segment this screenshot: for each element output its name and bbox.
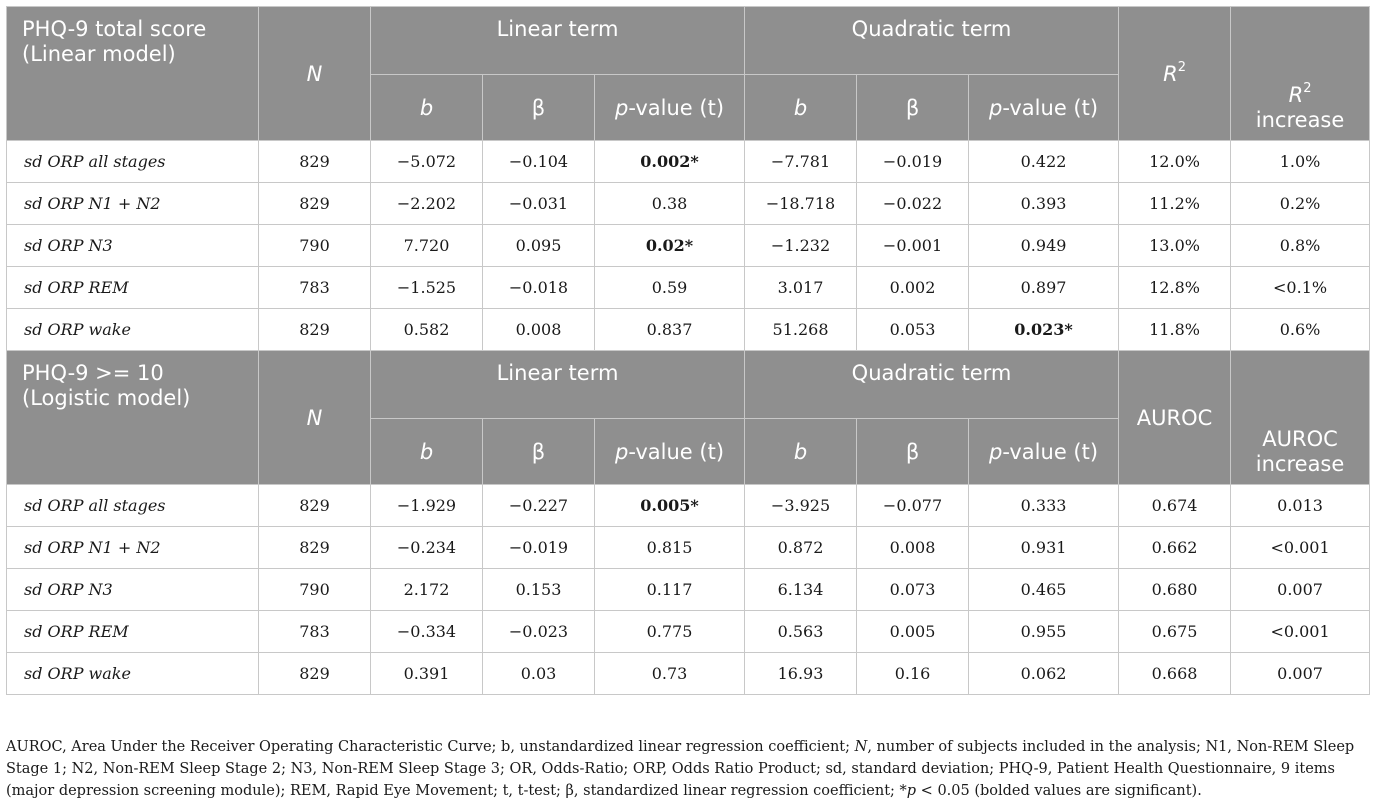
cell-lb: −0.334 xyxy=(371,611,483,653)
cell-r2: 11.2% xyxy=(1119,183,1231,225)
cell-lp: 0.02* xyxy=(595,225,745,267)
row-label: sd ORP wake xyxy=(7,309,259,351)
cell-qbeta: −0.001 xyxy=(857,225,969,267)
quadratic-p-header: p-value (t) xyxy=(969,419,1119,485)
quadratic-beta-header: β xyxy=(857,75,969,141)
cell-lb: 0.582 xyxy=(371,309,483,351)
cell-lp: 0.815 xyxy=(595,527,745,569)
table-row xyxy=(7,485,1370,527)
r2-increase-header: $R^2$ increase xyxy=(1231,7,1370,141)
quadratic-beta-header: β xyxy=(857,419,969,485)
cell-r2: 0.675 xyxy=(1119,611,1231,653)
cell-lp: 0.38 xyxy=(595,183,745,225)
cell-qp: 0.897 xyxy=(969,267,1119,309)
cell-inc: 0.007 xyxy=(1231,569,1370,611)
cell-qb: 0.563 xyxy=(745,611,857,653)
row-label: sd ORP all stages xyxy=(7,141,259,183)
cell-lb: −5.072 xyxy=(371,141,483,183)
cell-n: 790 xyxy=(259,225,371,267)
linear-b-header: b xyxy=(371,75,483,141)
cell-lbeta: 0.153 xyxy=(483,569,595,611)
cell-qbeta: 0.073 xyxy=(857,569,969,611)
cell-qb: 0.872 xyxy=(745,527,857,569)
cell-inc: 0.8% xyxy=(1231,225,1370,267)
cell-r2: 0.662 xyxy=(1119,527,1231,569)
cell-n: 829 xyxy=(259,527,371,569)
cell-qp: 0.023* xyxy=(969,309,1119,351)
cell-qbeta: −0.022 xyxy=(857,183,969,225)
cell-inc: 0.013 xyxy=(1231,485,1370,527)
cell-n: 829 xyxy=(259,653,371,695)
cell-lp: 0.002* xyxy=(595,141,745,183)
cell-n: 790 xyxy=(259,569,371,611)
linear-block-title: PHQ-9 total score (Linear model) xyxy=(7,7,259,141)
cell-inc: <0.1% xyxy=(1231,267,1370,309)
cell-lbeta: 0.095 xyxy=(483,225,595,267)
cell-qb: 16.93 xyxy=(745,653,857,695)
cell-r2: 13.0% xyxy=(1119,225,1231,267)
logistic-header-row-1 xyxy=(7,351,1370,419)
r2-header: $R^2$ xyxy=(1119,7,1231,141)
cell-lbeta: −0.023 xyxy=(483,611,595,653)
cell-lbeta: 0.03 xyxy=(483,653,595,695)
table-row xyxy=(7,611,1370,653)
cell-lb: 0.391 xyxy=(371,653,483,695)
cell-inc: 0.007 xyxy=(1231,653,1370,695)
linear-header-row-1 xyxy=(7,7,1370,75)
cell-lb: −1.525 xyxy=(371,267,483,309)
cell-lp: 0.117 xyxy=(595,569,745,611)
table-row xyxy=(7,309,1370,351)
results-table xyxy=(6,6,1370,695)
cell-n: 829 xyxy=(259,183,371,225)
cell-qbeta: 0.16 xyxy=(857,653,969,695)
linear-b-header: b xyxy=(371,419,483,485)
linear-p-header: p-value (t) xyxy=(595,75,745,141)
cell-lbeta: −0.031 xyxy=(483,183,595,225)
cell-lb: −1.929 xyxy=(371,485,483,527)
n-header: N xyxy=(259,7,371,141)
cell-qbeta: −0.019 xyxy=(857,141,969,183)
cell-lbeta: 0.008 xyxy=(483,309,595,351)
row-label: sd ORP N1 + N2 xyxy=(7,527,259,569)
cell-n: 829 xyxy=(259,309,371,351)
quadratic-b-header: b xyxy=(745,419,857,485)
logistic-block-title: PHQ-9 >= 10 (Logistic model) xyxy=(7,351,259,485)
cell-qp: 0.393 xyxy=(969,183,1119,225)
cell-qp: 0.955 xyxy=(969,611,1119,653)
cell-inc: 1.0% xyxy=(1231,141,1370,183)
cell-lp: 0.837 xyxy=(595,309,745,351)
cell-qp: 0.062 xyxy=(969,653,1119,695)
cell-n: 829 xyxy=(259,141,371,183)
cell-qbeta: 0.008 xyxy=(857,527,969,569)
linear-beta-header: β xyxy=(483,75,595,141)
linear-term-header: Linear term xyxy=(371,351,745,419)
table-row xyxy=(7,141,1370,183)
row-label: sd ORP REM xyxy=(7,611,259,653)
cell-inc: <0.001 xyxy=(1231,527,1370,569)
cell-qp: 0.949 xyxy=(969,225,1119,267)
cell-lb: −0.234 xyxy=(371,527,483,569)
cell-n: 783 xyxy=(259,611,371,653)
row-label: sd ORP REM xyxy=(7,267,259,309)
cell-qb: 51.268 xyxy=(745,309,857,351)
cell-r2: 11.8% xyxy=(1119,309,1231,351)
cell-qb: 3.017 xyxy=(745,267,857,309)
linear-term-header: Linear term xyxy=(371,7,745,75)
cell-r2: 0.674 xyxy=(1119,485,1231,527)
cell-qbeta: 0.053 xyxy=(857,309,969,351)
cell-qb: −3.925 xyxy=(745,485,857,527)
cell-qp: 0.465 xyxy=(969,569,1119,611)
cell-qp: 0.931 xyxy=(969,527,1119,569)
cell-n: 829 xyxy=(259,485,371,527)
cell-r2: 0.668 xyxy=(1119,653,1231,695)
quadratic-p-header: p-value (t) xyxy=(969,75,1119,141)
table-row xyxy=(7,183,1370,225)
cell-r2: 12.8% xyxy=(1119,267,1231,309)
table-row xyxy=(7,225,1370,267)
quadratic-term-header: Quadratic term xyxy=(745,7,1119,75)
linear-p-header: p-value (t) xyxy=(595,419,745,485)
cell-qbeta: 0.002 xyxy=(857,267,969,309)
linear-beta-header: β xyxy=(483,419,595,485)
cell-qp: 0.422 xyxy=(969,141,1119,183)
cell-qp: 0.333 xyxy=(969,485,1119,527)
cell-lbeta: −0.019 xyxy=(483,527,595,569)
quadratic-b-header: b xyxy=(745,75,857,141)
table-row xyxy=(7,653,1370,695)
auroc-header: AUROC xyxy=(1119,351,1231,485)
cell-qb: 6.134 xyxy=(745,569,857,611)
cell-lbeta: −0.227 xyxy=(483,485,595,527)
cell-lb: 7.720 xyxy=(371,225,483,267)
cell-inc: <0.001 xyxy=(1231,611,1370,653)
cell-inc: 0.2% xyxy=(1231,183,1370,225)
auroc-increase-header: AUROC increase xyxy=(1231,351,1370,485)
cell-lb: 2.172 xyxy=(371,569,483,611)
cell-qb: −1.232 xyxy=(745,225,857,267)
row-label: sd ORP N1 + N2 xyxy=(7,183,259,225)
cell-qb: −18.718 xyxy=(745,183,857,225)
row-label: sd ORP N3 xyxy=(7,225,259,267)
cell-lbeta: −0.018 xyxy=(483,267,595,309)
cell-lp: 0.73 xyxy=(595,653,745,695)
row-label: sd ORP all stages xyxy=(7,485,259,527)
quadratic-term-header: Quadratic term xyxy=(745,351,1119,419)
cell-lb: −2.202 xyxy=(371,183,483,225)
cell-n: 783 xyxy=(259,267,371,309)
table-row xyxy=(7,569,1370,611)
row-label: sd ORP wake xyxy=(7,653,259,695)
cell-inc: 0.6% xyxy=(1231,309,1370,351)
cell-qbeta: −0.077 xyxy=(857,485,969,527)
table-footnote: AUROC, Area Under the Receiver Operating Characteristic Curve; b, unstandardized linear regression coefficient; N, number of subjects included in the analysis; N1, Non-REM Sleep Stage 1; N2, Non-REM Sleep Stage 2; N3, Non-REM Sleep Stage 3; OR, Odds-Ratio; ORP, Odds Ratio Product; sd, standard deviation; PHQ-9, Patient Health Questionnaire, 9 items (major depression screening module); REM, Rapid Eye Movement; t, t-test; β, standardized linear regression coefficient; *p < 0.05 (bolded values are significant). xyxy=(6,739,1355,799)
cell-lp: 0.59 xyxy=(595,267,745,309)
cell-r2: 0.680 xyxy=(1119,569,1231,611)
cell-qbeta: 0.005 xyxy=(857,611,969,653)
cell-lp: 0.005* xyxy=(595,485,745,527)
cell-lbeta: −0.104 xyxy=(483,141,595,183)
cell-r2: 12.0% xyxy=(1119,141,1231,183)
table-row xyxy=(7,527,1370,569)
table-row xyxy=(7,267,1370,309)
row-label: sd ORP N3 xyxy=(7,569,259,611)
cell-qb: −7.781 xyxy=(745,141,857,183)
n-header: N xyxy=(259,351,371,485)
cell-lp: 0.775 xyxy=(595,611,745,653)
